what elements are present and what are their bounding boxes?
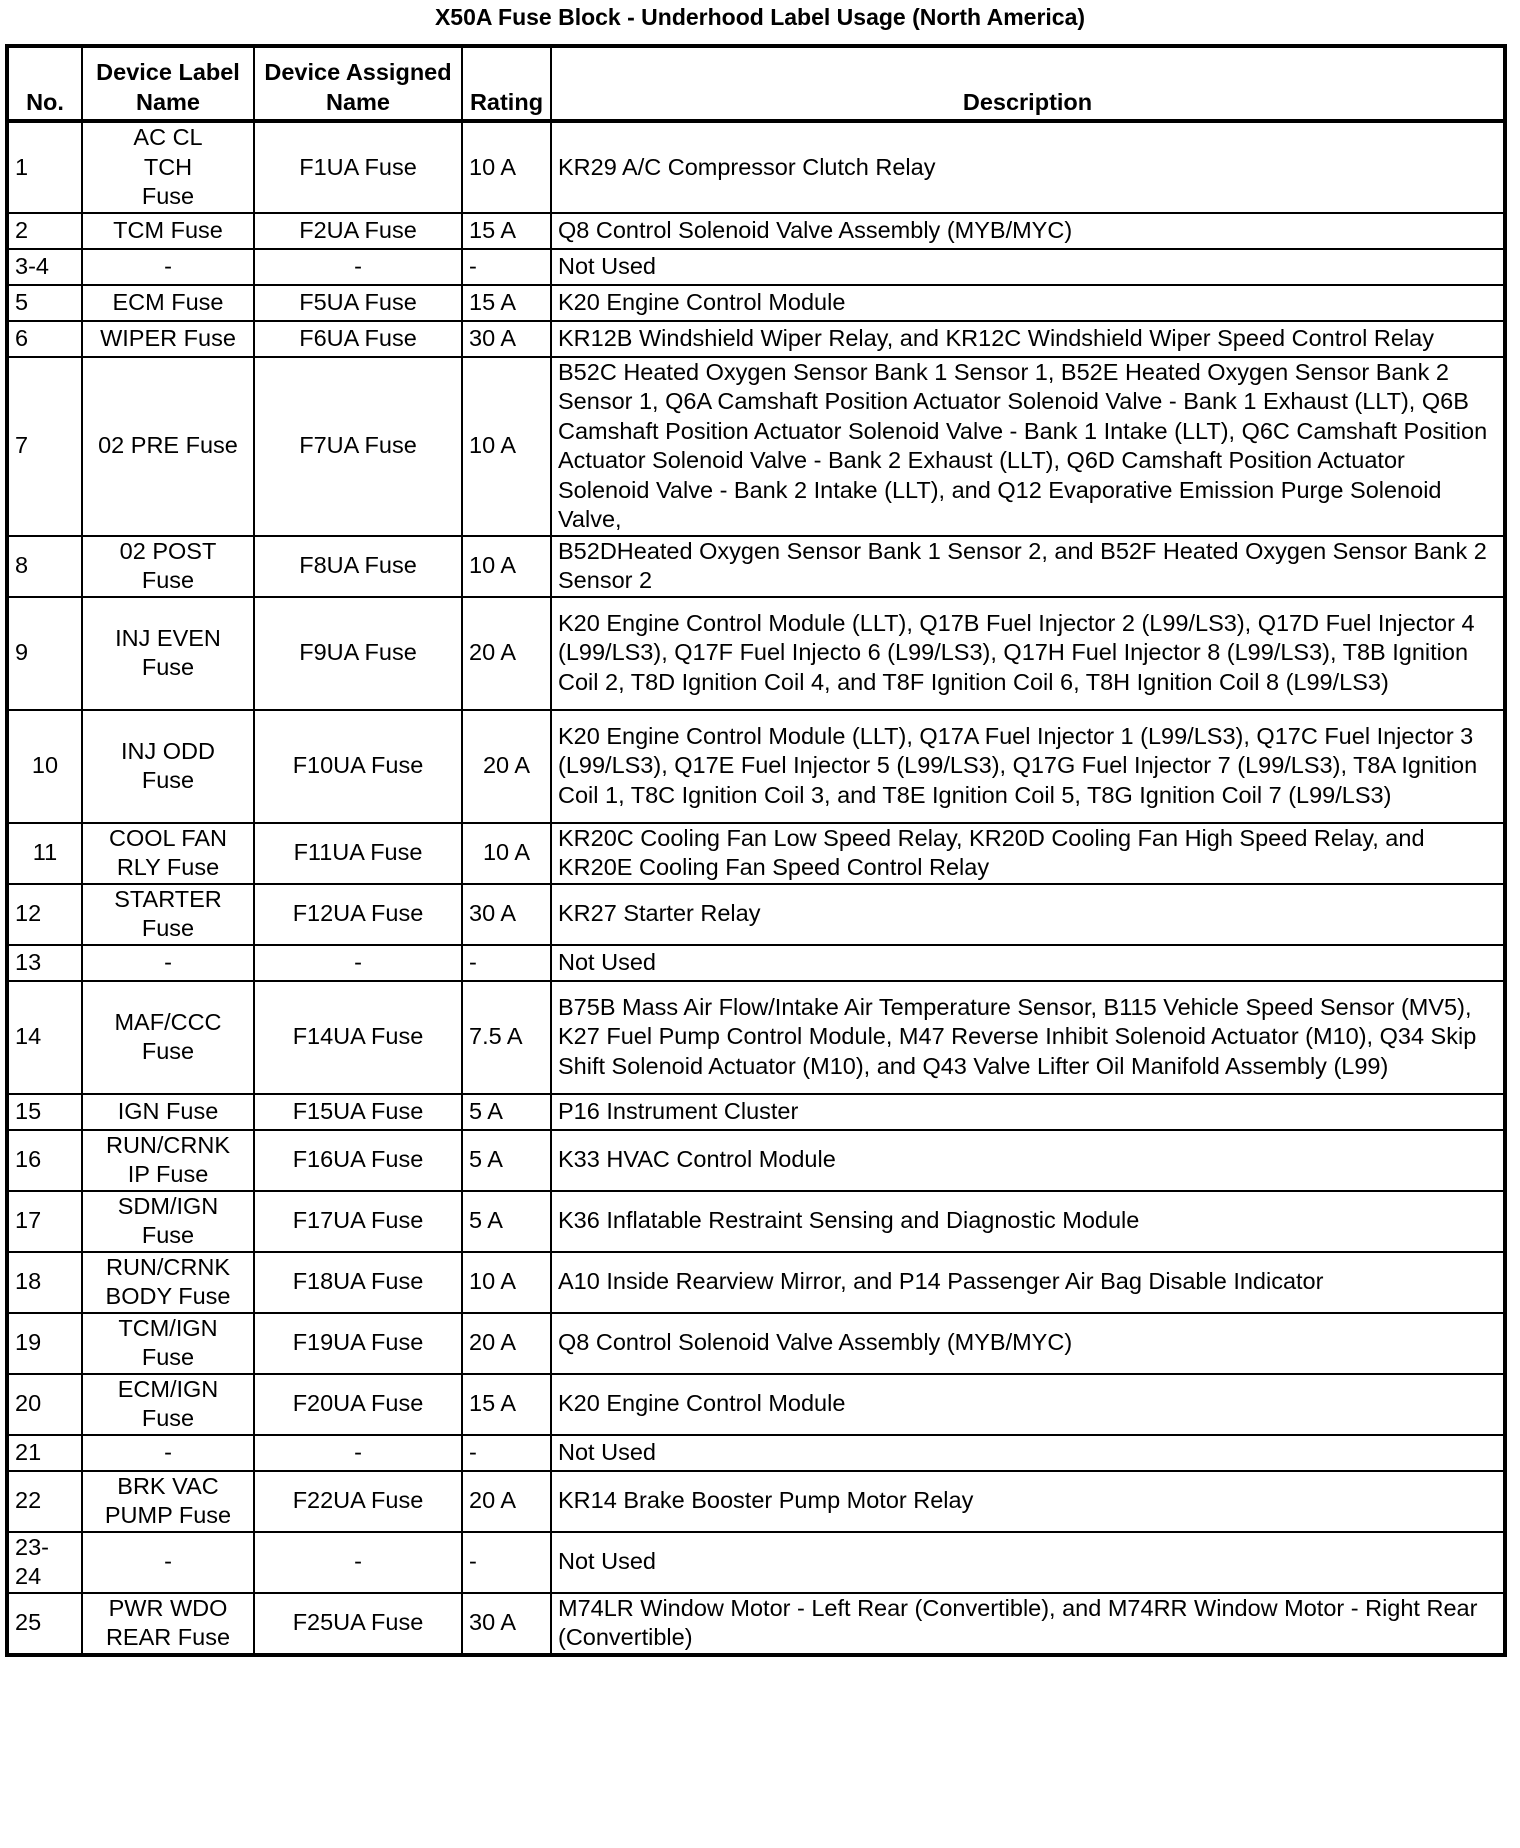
cell-device-label-name: SDM/IGN Fuse (82, 1191, 254, 1252)
cell-device-label-name: - (82, 945, 254, 981)
cell-device-label-name: BRK VAC PUMP Fuse (82, 1471, 254, 1532)
table-row (7, 710, 1505, 823)
cell-device-label-name: WIPER Fuse (82, 321, 254, 357)
table-row (7, 1593, 1505, 1655)
cell-rating: 5 A (462, 1094, 551, 1130)
cell-description: K20 Engine Control Module (551, 1374, 1505, 1435)
cell-device-assigned-name: F22UA Fuse (254, 1471, 462, 1532)
cell-device-label-name: TCM/IGN Fuse (82, 1313, 254, 1374)
header-device-assigned-name: Device Assigned Name (254, 46, 462, 121)
cell-no: 19 (7, 1313, 82, 1374)
cell-no: 15 (7, 1094, 82, 1130)
cell-no: 18 (7, 1252, 82, 1313)
table-row (7, 213, 1505, 249)
cell-device-assigned-name: F10UA Fuse (254, 710, 462, 823)
header-rating: Rating (462, 46, 551, 121)
cell-device-label-name: RUN/CRNK BODY Fuse (82, 1252, 254, 1313)
cell-description: K20 Engine Control Module (LLT), Q17A Fuel Injector 1 (L99/LS3), Q17C Fuel Injector 3 (L99/LS3), Q17E Fuel Injector 5 (L99/LS3), Q17G Fuel Injector 7 (L99/LS3), T8A Ignition Coil 1, T8C Ignition Coil 3, and T8E Ignition Coil 5, T8G Ignition Coil 7 (L99/LS3) (551, 710, 1505, 823)
cell-device-assigned-name: F7UA Fuse (254, 357, 462, 536)
cell-device-label-name: COOL FAN RLY Fuse (82, 823, 254, 884)
table-row (7, 597, 1505, 710)
cell-description: KR12B Windshield Wiper Relay, and KR12C Windshield Wiper Speed Control Relay (551, 321, 1505, 357)
table-row (7, 1130, 1505, 1191)
cell-no: 23-24 (7, 1532, 82, 1593)
cell-no: 5 (7, 285, 82, 321)
cell-description: Not Used (551, 1532, 1505, 1593)
cell-rating: 10 A (462, 823, 551, 884)
table-row (7, 357, 1505, 536)
cell-no: 8 (7, 536, 82, 597)
cell-rating: 10 A (462, 536, 551, 597)
table-row (7, 981, 1505, 1094)
cell-device-assigned-name: F19UA Fuse (254, 1313, 462, 1374)
cell-description: Not Used (551, 249, 1505, 285)
cell-device-label-name: INJ ODD Fuse (82, 710, 254, 823)
table-row (7, 321, 1505, 357)
cell-no: 20 (7, 1374, 82, 1435)
cell-description: Q8 Control Solenoid Valve Assembly (MYB/MYC) (551, 213, 1505, 249)
cell-device-label-name: - (82, 1435, 254, 1471)
cell-device-assigned-name: F15UA Fuse (254, 1094, 462, 1130)
cell-rating: - (462, 945, 551, 981)
cell-device-assigned-name: F5UA Fuse (254, 285, 462, 321)
page-title: X50A Fuse Block - Underhood Label Usage (North America) (434, 4, 1086, 30)
fuse-table (5, 44, 1507, 1657)
cell-description: Q8 Control Solenoid Valve Assembly (MYB/MYC) (551, 1313, 1505, 1374)
table-row (7, 1191, 1505, 1252)
cell-device-label-name: INJ EVEN Fuse (82, 597, 254, 710)
cell-no: 2 (7, 213, 82, 249)
cell-description: KR20C Cooling Fan Low Speed Relay, KR20D Cooling Fan High Speed Relay, and KR20E Cooling Fan Speed Control Relay (551, 823, 1505, 884)
cell-device-label-name: - (82, 1532, 254, 1593)
cell-no: 3-4 (7, 249, 82, 285)
cell-device-label-name: RUN/CRNK IP Fuse (82, 1130, 254, 1191)
cell-rating: 10 A (462, 357, 551, 536)
table-row (7, 1313, 1505, 1374)
cell-no: 11 (7, 823, 82, 884)
cell-device-label-name: MAF/CCC Fuse (82, 981, 254, 1094)
cell-device-assigned-name: - (254, 249, 462, 285)
cell-no: 25 (7, 1593, 82, 1655)
table-header-row (7, 46, 1505, 121)
cell-rating: 30 A (462, 1593, 551, 1655)
table-row (7, 1374, 1505, 1435)
cell-device-assigned-name: F9UA Fuse (254, 597, 462, 710)
cell-rating: 10 A (462, 121, 551, 213)
cell-description: Not Used (551, 1435, 1505, 1471)
cell-device-assigned-name: - (254, 945, 462, 981)
table-row (7, 884, 1505, 945)
cell-device-label-name: 02 PRE Fuse (82, 357, 254, 536)
table-row (7, 1532, 1505, 1593)
table-row (7, 823, 1505, 884)
cell-description: M74LR Window Motor - Left Rear (Convertible), and M74RR Window Motor - Right Rear (Convertible) (551, 1593, 1505, 1655)
cell-rating: 20 A (462, 1313, 551, 1374)
cell-description: KR27 Starter Relay (551, 884, 1505, 945)
cell-device-assigned-name: - (254, 1435, 462, 1471)
cell-rating: 15 A (462, 213, 551, 249)
cell-rating: 20 A (462, 597, 551, 710)
cell-no: 21 (7, 1435, 82, 1471)
cell-device-assigned-name: F12UA Fuse (254, 884, 462, 945)
cell-rating: - (462, 1435, 551, 1471)
cell-no: 14 (7, 981, 82, 1094)
cell-device-label-name: ECM Fuse (82, 285, 254, 321)
cell-device-assigned-name: F16UA Fuse (254, 1130, 462, 1191)
header-description: Description (551, 46, 1505, 121)
cell-device-assigned-name: F8UA Fuse (254, 536, 462, 597)
cell-device-label-name: STARTER Fuse (82, 884, 254, 945)
cell-no: 13 (7, 945, 82, 981)
cell-device-assigned-name: F25UA Fuse (254, 1593, 462, 1655)
cell-rating: 20 A (462, 1471, 551, 1532)
cell-device-assigned-name: F2UA Fuse (254, 213, 462, 249)
cell-device-label-name: - (82, 249, 254, 285)
cell-description: K20 Engine Control Module (551, 285, 1505, 321)
cell-device-assigned-name: - (254, 1532, 462, 1593)
cell-rating: 5 A (462, 1130, 551, 1191)
cell-device-assigned-name: F14UA Fuse (254, 981, 462, 1094)
cell-device-label-name: 02 POST Fuse (82, 536, 254, 597)
cell-rating: 7.5 A (462, 981, 551, 1094)
cell-device-label-name: ECM/IGN Fuse (82, 1374, 254, 1435)
table-row (7, 1471, 1505, 1532)
cell-no: 1 (7, 121, 82, 213)
table-row (7, 1435, 1505, 1471)
cell-no: 16 (7, 1130, 82, 1191)
cell-description: K36 Inflatable Restraint Sensing and Diagnostic Module (551, 1191, 1505, 1252)
cell-device-label-name: TCM Fuse (82, 213, 254, 249)
cell-no: 22 (7, 1471, 82, 1532)
header-device-label-name: Device Label Name (82, 46, 254, 121)
cell-no: 12 (7, 884, 82, 945)
cell-description: B52C Heated Oxygen Sensor Bank 1 Sensor 1, B52E Heated Oxygen Sensor Bank 2 Sensor 1, Q6A Camshaft Position Actuator Solenoid Valve - Bank 1 Exhaust (LLT), Q6B Camshaft Position Actuator Solenoid Valve - Bank 1 Intake (LLT), Q6C Camshaft Position Actuator Solenoid Valve - Bank 2 Exhaust (LLT), Q6D Camshaft Position Actuator Solenoid Valve - Bank 2 Intake (LLT), and Q12 Evaporative Emission Purge Solenoid Valve, (551, 357, 1505, 536)
cell-rating: 15 A (462, 1374, 551, 1435)
cell-rating: 5 A (462, 1191, 551, 1252)
cell-description: B52DHeated Oxygen Sensor Bank 1 Sensor 2, and B52F Heated Oxygen Sensor Bank 2 Sensor 2 (551, 536, 1505, 597)
cell-device-label-name: AC CL TCH Fuse (82, 121, 254, 213)
cell-rating: 30 A (462, 321, 551, 357)
cell-device-assigned-name: F6UA Fuse (254, 321, 462, 357)
table-row (7, 1094, 1505, 1130)
table-row (7, 536, 1505, 597)
cell-no: 17 (7, 1191, 82, 1252)
cell-device-assigned-name: F18UA Fuse (254, 1252, 462, 1313)
cell-rating: - (462, 249, 551, 285)
table-row (7, 1252, 1505, 1313)
cell-no: 7 (7, 357, 82, 536)
cell-description: KR14 Brake Booster Pump Motor Relay (551, 1471, 1505, 1532)
cell-rating: 10 A (462, 1252, 551, 1313)
header-no: No. (7, 46, 82, 121)
cell-device-assigned-name: F17UA Fuse (254, 1191, 462, 1252)
cell-description: P16 Instrument Cluster (551, 1094, 1505, 1130)
cell-device-label-name: IGN Fuse (82, 1094, 254, 1130)
cell-no: 9 (7, 597, 82, 710)
cell-no: 6 (7, 321, 82, 357)
cell-description: K33 HVAC Control Module (551, 1130, 1505, 1191)
cell-description: B75B Mass Air Flow/Intake Air Temperature Sensor, B115 Vehicle Speed Sensor (MV5), K27 Fuel Pump Control Module, M47 Reverse Inhibit Solenoid Actuator (M10), Q34 Skip Shift Solenoid Actuator (M10), and Q43 Valve Lifter Oil Manifold Assembly (L99) (551, 981, 1505, 1094)
table-row (7, 945, 1505, 981)
cell-rating: - (462, 1532, 551, 1593)
cell-rating: 15 A (462, 285, 551, 321)
table-row (7, 249, 1505, 285)
table-row (7, 121, 1505, 213)
cell-description: K20 Engine Control Module (LLT), Q17B Fuel Injector 2 (L99/LS3), Q17D Fuel Injector 4 (L99/LS3), Q17F Fuel Injecto 6 (L99/LS3), Q17H Fuel Injector 8 (L99/LS3), T8B Ignition Coil 2, T8D Ignition Coil 4, and T8F Ignition Coil 6, T8H Ignition Coil 8 (L99/LS3) (551, 597, 1505, 710)
fuse-table-body (7, 121, 1505, 1655)
table-row (7, 285, 1505, 321)
cell-device-assigned-name: F20UA Fuse (254, 1374, 462, 1435)
cell-rating: 30 A (462, 884, 551, 945)
cell-description: Not Used (551, 945, 1505, 981)
cell-description: A10 Inside Rearview Mirror, and P14 Passenger Air Bag Disable Indicator (551, 1252, 1505, 1313)
cell-description: KR29 A/C Compressor Clutch Relay (551, 121, 1505, 213)
cell-device-assigned-name: F1UA Fuse (254, 121, 462, 213)
cell-no: 10 (7, 710, 82, 823)
cell-device-assigned-name: F11UA Fuse (254, 823, 462, 884)
cell-rating: 20 A (462, 710, 551, 823)
cell-device-label-name: PWR WDO REAR Fuse (82, 1593, 254, 1655)
